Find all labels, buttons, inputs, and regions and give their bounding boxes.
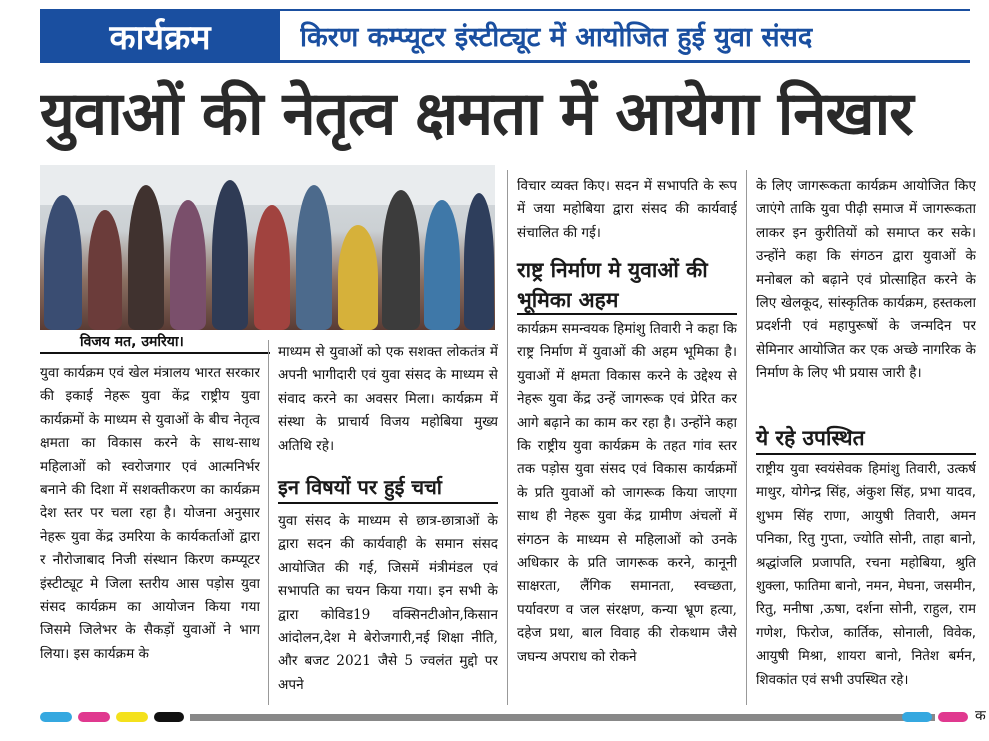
article-column-2: माध्यम से युवाओं को एक सशक्त लोकतंत्र में अपनी भागीदारी एवं युवा संसद के माध्यम से संवाद करने का अवसर मिला। कार्यक्रम में संस्था के प्राचार्य विजय महोबिया मुख्य अतिथि रहे।: [278, 344, 498, 454]
footer-gray-bar: [190, 714, 935, 721]
color-pill-cyan-right: [902, 712, 932, 722]
color-pill-cyan: [40, 712, 72, 722]
photo-caption: विजय मत, उमरिया।: [80, 334, 184, 350]
article-column-2b: युवा संसद के माध्यम से छात्र-छात्राओं के द्वारा सदन की कार्यवाही के समान संसद आयोजित की गई, जिसमें मंत्रीमंडल एवं सभापति का चयन किया गया। इन सभी के द्वारा कोविड19 वक्सिनटीओन,किसान आंदोलन,देश मे बेरोजगारी,नई शिक्षा नीति, और बजट 2021 जैसे 5 ज्वलंत मुद्दो पर अपने: [278, 513, 498, 693]
photo-person: [88, 210, 122, 330]
photo-person: [254, 205, 290, 330]
photo-person: [128, 185, 164, 330]
section-heading-nation-building: राष्ट्र निर्माण मे युवाओं की भूमिका अहम: [517, 255, 737, 315]
photo-person: [296, 185, 332, 330]
photo-person: [212, 180, 248, 330]
subheading: किरण कम्प्यूटर इंस्टीट्यूट में आयोजित हुई युवा संसद: [300, 21, 813, 53]
column-divider: [268, 340, 269, 705]
group-photo: [40, 165, 495, 330]
section-heading-topics: इन विषयों पर हुई चर्चा: [278, 472, 498, 504]
attendee-list: राष्ट्रीय युवा स्वयंसेवक हिमांशु तिवारी, उत्कर्ष माथुर, योगेन्द्र सिंह, अंकुश सिंह, प्रभा यादव, शुभम सिंह राणा, आयुषी तिवारी, अमन पनिका, रितु गुप्ता, ज्योति सोनी, ताहा बानो, श्रद्धांजलि प्रजापति, रचना महोबिया, श्रुति शुक्ला, फातिमा बानो, नमन, मेघना, जसमीन, रितु, मनीषा ,ऊषा, दर्शना सोनी, राहुल, राम गणेश, फिरोज, कार्तिक, सोनाली, विवेक, आयुषी मिश्रा, शायरा बानो, नितेश बर्मन, शिवकांत एवं सभी उपस्थित रहे।: [756, 462, 976, 688]
photo-person: [170, 200, 206, 330]
column-divider: [507, 170, 508, 705]
article-column-3-top: विचार व्यक्त किए। सदन में सभापति के रूप में जया महोबिया द्वारा संसद की कार्यवाई संचालित की गई।: [517, 178, 737, 241]
photo-person: [382, 190, 420, 330]
photo-person: [464, 193, 494, 330]
caption-rule: [40, 352, 270, 354]
headline: युवाओं की नेतृत्व क्षमता में आयेगा निखार: [40, 79, 913, 149]
photo-person: [44, 195, 82, 330]
subheading-rule: [40, 60, 970, 63]
page-edge-glyph: क: [975, 708, 986, 724]
category-badge: कार्यक्रम: [40, 10, 280, 62]
color-pill-black: [154, 712, 184, 722]
color-pill-magenta-right: [938, 712, 968, 722]
color-pill-yellow: [116, 712, 148, 722]
article-column-1: युवा कार्यक्रम एवं खेल मंत्रालय भारत सरकार की इकाई नेहरू युवा केंद्र राष्ट्रीय युवा कार्यक्रमों के माध्यम से युवाओं के बीच नेतृत्व क्षमता का विकास करने के साथ-साथ महिलाओं को स्वरोजगार एवं आत्मनिर्भर बनाने की दिशा में सशक्तीकरण का कार्यक्रम देश स्तर पर चला रहा है। योजना अनुसार नेहरू युवा केंद्र उमरिया के कार्यकर्ताओं द्वारा र नौरोजाबाद निजी संस्थान किरण कम्प्यूटर इंस्टीट्यूट मे जिला स्तरीय आस पड़ोस युवा संसद कार्यक्रम का आयोजन किया गया जिसमे जिलेभर के सैकड़ों युवाओं ने भाग लिया। इस कार्यक्रम के: [40, 365, 260, 662]
column-divider: [746, 170, 747, 705]
footer-color-bar: [40, 712, 975, 724]
photo-person: [338, 225, 378, 330]
article-column-4-top: के लिए जागरूकता कार्यक्रम आयोजित किए जाएंगे ताकि युवा पीढ़ी समाज में जागरूकता लाकर इन कुरीतियों को समाप्त कर सके। उन्होंने कहा कि संगठन द्वारा युवाओं के मनोबल को बढ़ाने एवं प्रोत्साहित करने के लिए खेलकूद, सांस्कृतिक कार्यक्रम, हस्तकला प्रदर्शनी एवं महापुरूषों के जन्मदिन पर सेमिनार आयोजित कर एक अच्छे नागरिक के निर्माण के लिए भी प्रयास जारी है।: [756, 178, 976, 382]
article-column-3: कार्यक्रम समन्वयक हिमांशु तिवारी ने कहा कि राष्ट्र निर्माण में युवाओं की अहम भूमिका है। युवाओं में क्षमता विकास करने के उद्देश्य से नेहरू युवा केंद्र उन्हें जागरूक एवं प्रेरित कर आगे बढ़ाने का काम कर रहा है। उन्होंने कहा कि राष्ट्रीय युवा कार्यक्रम के तहत गांव स्तर तक पड़ोस युवा संसद एवं विकास कार्यक्रमों के प्रति युवाओं को जागरूक किया जाएगा साथ ही नेहरू युवा केंद्र ग्रामीण अंचलों में संगठन के माध्यम से महिलाओं को उनके अधिकार के प्रति जागरूक करने, कानूनी साक्षरता, लैंगिक समानता, स्वच्छता, पर्यावरण व जल संरक्षण, कन्या भ्रूण हत्या, दहेज प्रथा, बाल विवाह की रोकथाम जैसे जघन्य अपराध को रोकने: [517, 321, 737, 665]
section-heading-attendees: ये रहे उपस्थित: [756, 423, 976, 455]
photo-person: [424, 200, 460, 330]
color-pill-magenta: [78, 712, 110, 722]
photo-backdrop: [40, 165, 495, 205]
